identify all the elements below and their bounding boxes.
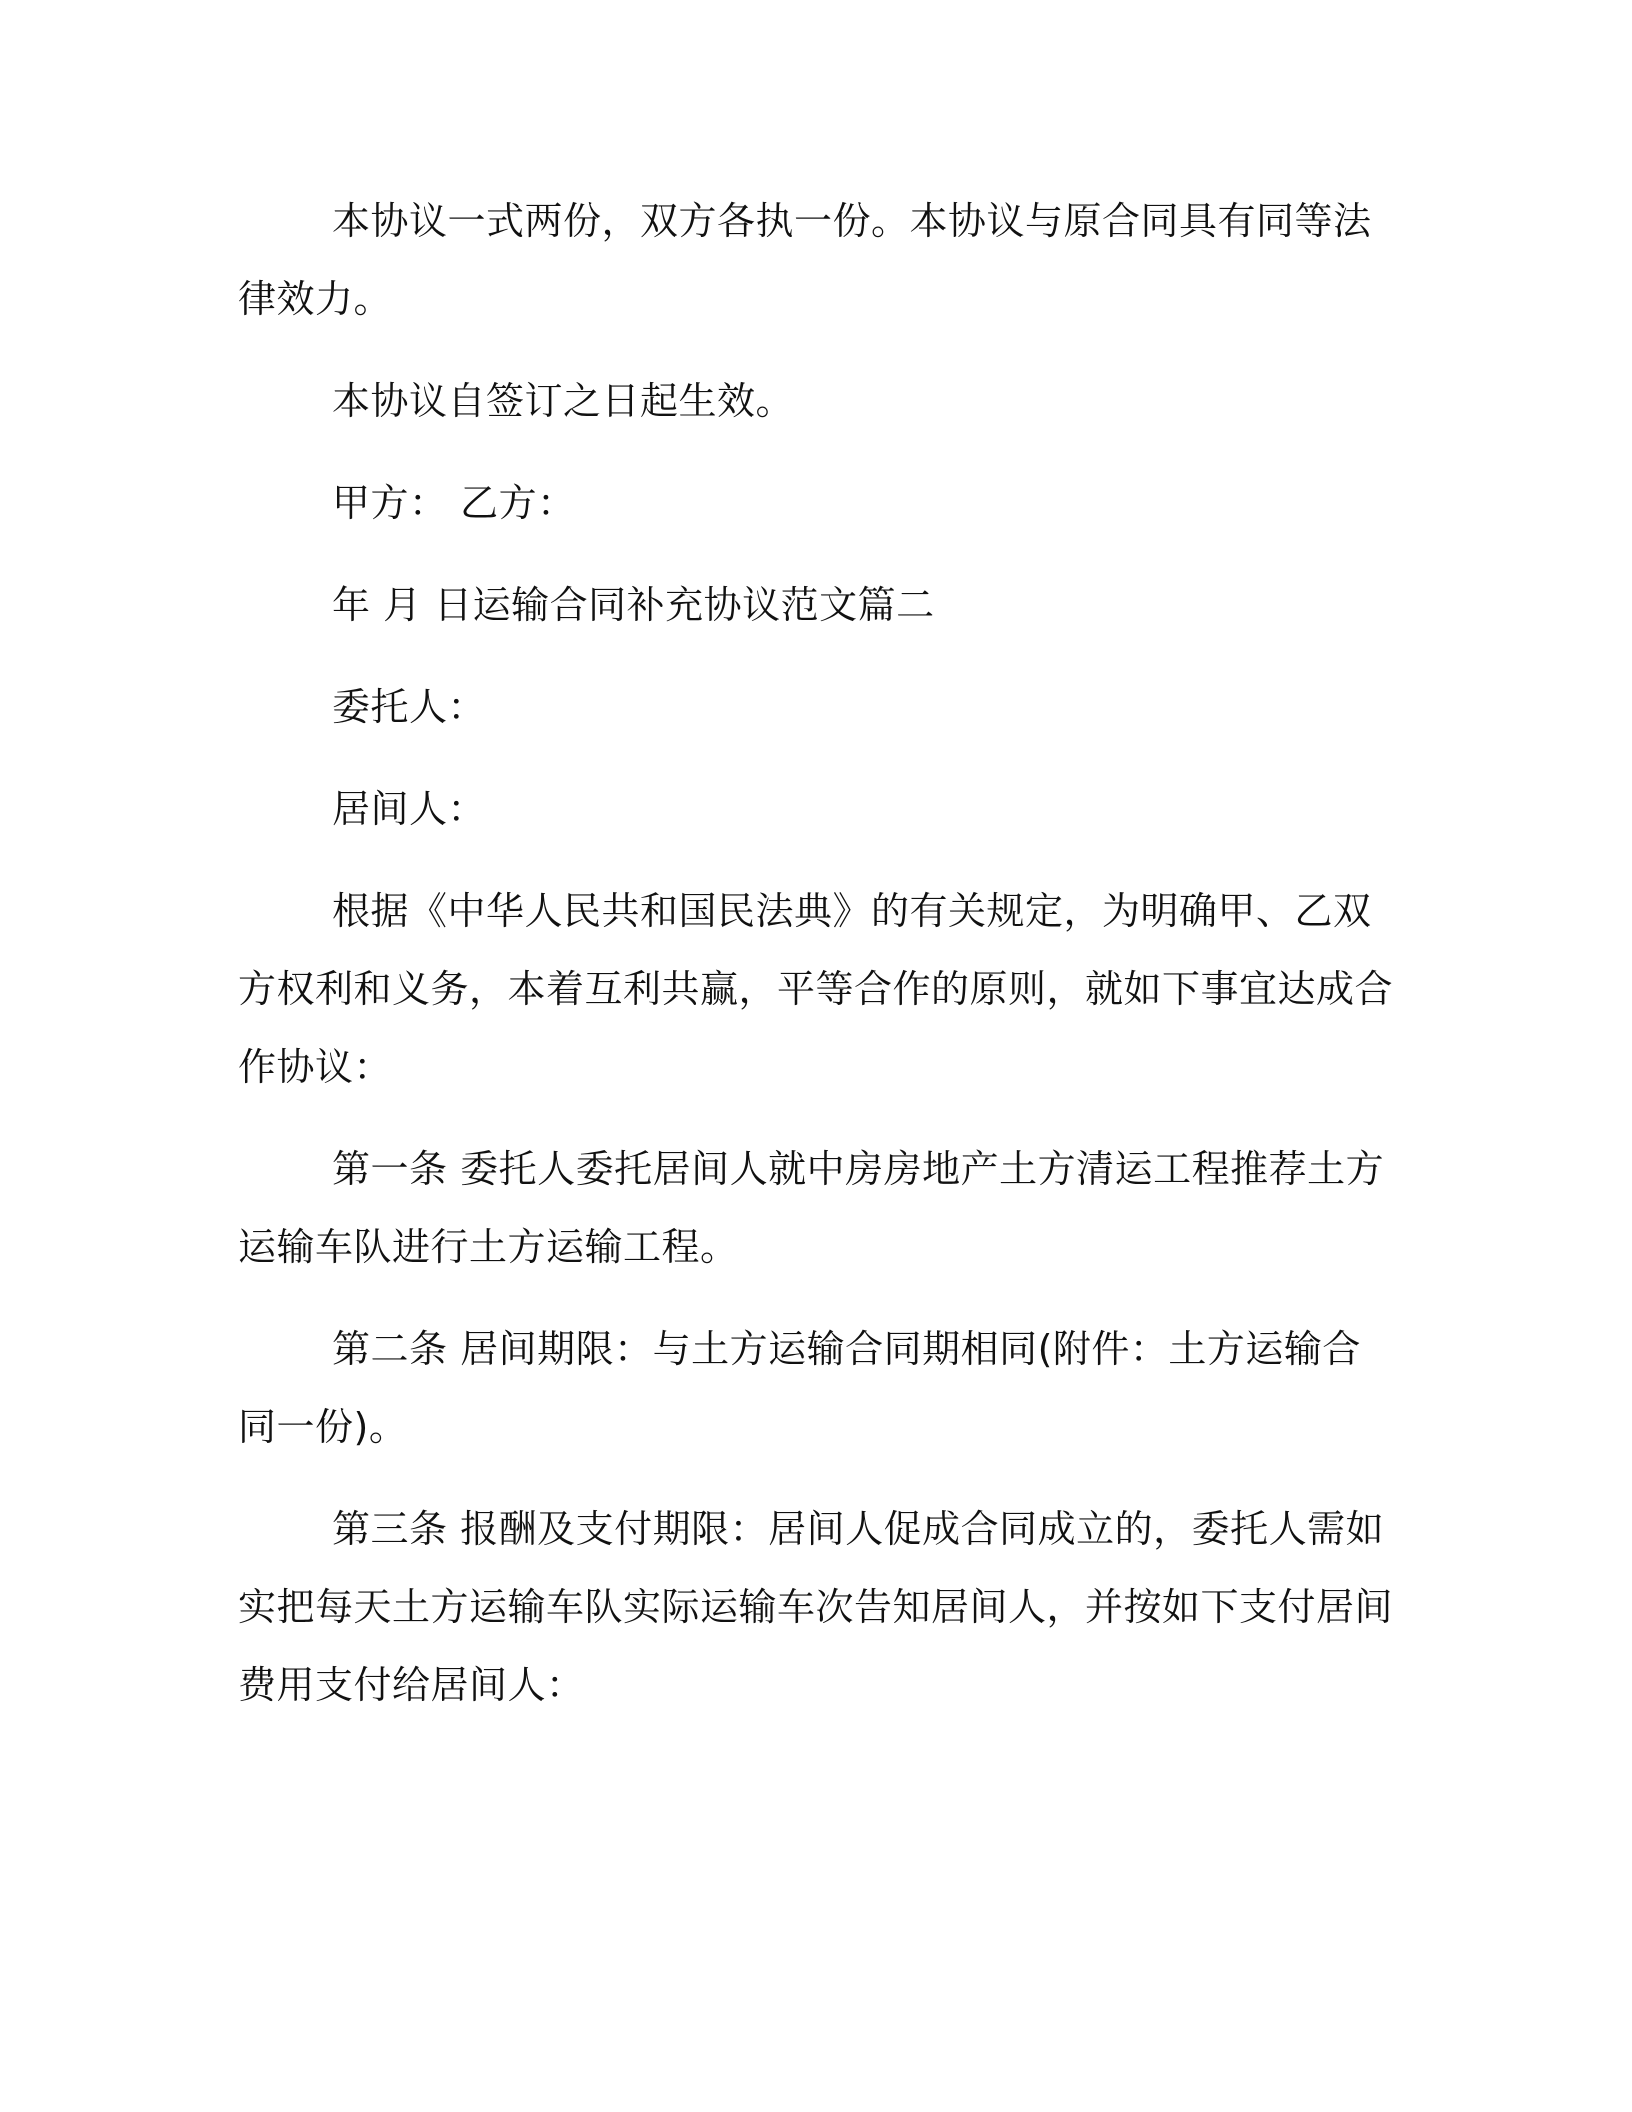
- paragraph-intermediary: 居间人：: [332, 787, 487, 831]
- paragraph-section-title: 年 月 日运输合同补充协议范文篇二: [332, 583, 935, 627]
- paragraph-article-1: 第一条 委托人委托居间人就中房房地产土方清运工程推荐土方运输车队进行土方运输工程。: [238, 1147, 1385, 1269]
- paragraph-copies-validity: 本协议一式两份，双方各执一份。本协议与原合同具有同等法律效力。: [238, 199, 1372, 321]
- paragraph-preamble: 根据《中华人民共和国民法典》的有关规定，为明确甲、乙双方权利和义务，本着互利共赢，平等合作的原则，就如下事宜达成合作协议：: [238, 889, 1394, 1089]
- paragraph-article-2: 第二条 居间期限：与土方运输合同期相同(附件：土方运输合同一份)。: [238, 1327, 1361, 1449]
- paragraph-principal: 委托人：: [332, 685, 487, 729]
- paragraph-effective-date: 本协议自签订之日起生效。: [332, 379, 795, 423]
- paragraph-parties: 甲方： 乙方：: [332, 481, 576, 525]
- paragraph-article-3: 第三条 报酬及支付期限：居间人促成合同成立的，委托人需如实把每天土方运输车队实际运输车次告知居间人，并按如下支付居间费用支付给居间人：: [238, 1507, 1394, 1707]
- document-body: [238, 182, 1398, 1748]
